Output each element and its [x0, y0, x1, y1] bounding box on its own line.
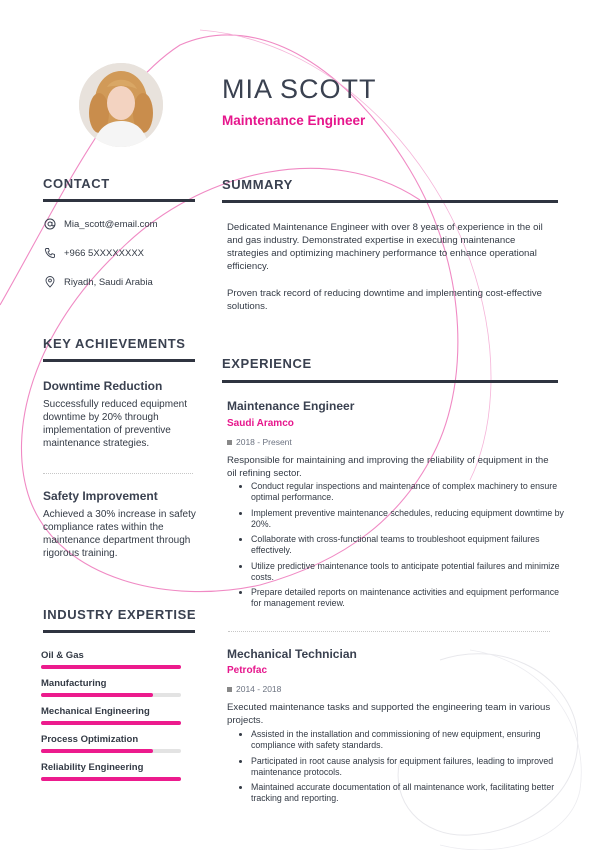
summary-heading: SUMMARY — [222, 177, 293, 192]
list-item: • Prepare detailed reports on maintenance activities and equipment performance for management review. — [251, 587, 571, 609]
calendar-icon — [227, 440, 232, 445]
contact-location — [44, 276, 153, 288]
list-item: • Implement preventive maintenance schedules, reducing equipment downtime by 20%. — [251, 508, 571, 530]
skill-label: Oil & Gas — [41, 650, 84, 661]
at-sign-icon — [44, 218, 56, 230]
calendar-icon — [227, 687, 232, 692]
candidate-title: Maintenance Engineer — [222, 113, 366, 128]
summary-paragraph: Dedicated Maintenance Engineer with over 8 years of experience in the oil and gas industry. Demonstrated expertise in executing maintenance strategies and optimizing machinery performance to enhance operational efficiency. — [227, 222, 543, 272]
skill-label: Process Optimization — [41, 734, 139, 745]
skill-bar-fill — [41, 749, 153, 753]
achievements-rule — [43, 359, 195, 362]
achievement-title: Downtime Reduction — [43, 379, 163, 393]
job-title: Mechanical Technician — [227, 647, 357, 661]
list-item: • Conduct regular inspections and maintenance of complex machinery to ensure optimal performance. — [251, 481, 571, 503]
achievements-heading: KEY ACHIEVEMENTS — [43, 336, 186, 351]
skill-bar-fill — [41, 665, 181, 669]
summary-paragraph: Proven track record of reducing downtime and implementing cost-effective solutions. — [227, 288, 542, 312]
experience-divider — [228, 631, 550, 632]
profile-photo — [79, 63, 163, 147]
job-dates-text: 2018 - Present — [236, 437, 292, 447]
contact-heading: CONTACT — [43, 176, 110, 191]
skill-bar — [41, 721, 181, 725]
contact-phone — [44, 247, 144, 259]
map-pin-icon — [44, 276, 56, 288]
achievement-text: Achieved a 30% increase in safety compliance rates within the maintenance department through rigorous training. — [43, 509, 196, 559]
contact-rule — [43, 199, 195, 202]
avatar — [79, 63, 163, 147]
location-text: Riyadh, Saudi Arabia — [64, 276, 153, 288]
skill-bar-fill — [41, 721, 181, 725]
job-description: Responsible for maintaining and improving the reliability of equipment in the oil refining sector. — [227, 455, 549, 479]
achievement-divider — [43, 473, 193, 474]
skill-label: Manufacturing — [41, 678, 107, 689]
list-item: • Assisted in the installation and commissioning of new equipment, ensuring compliance with safety standards. — [251, 729, 571, 751]
skill-bar-fill — [41, 693, 153, 697]
job-dates — [227, 437, 292, 447]
contact-email — [44, 218, 158, 230]
summary-rule — [222, 200, 558, 203]
job-bullets — [235, 729, 571, 809]
list-item: • Utilize predictive maintenance tools to anticipate potential failures and minimize costs. — [251, 561, 571, 583]
achievement-text: Successfully reduced equipment downtime by 20% through implementation of preventive maintenance strategies. — [43, 399, 187, 449]
experience-heading: EXPERIENCE — [222, 356, 312, 371]
job-dates — [227, 684, 281, 694]
job-title: Maintenance Engineer — [227, 399, 355, 413]
list-item: • Collaborate with cross-functional teams to troubleshoot equipment failures effectively. — [251, 534, 571, 556]
skill-bar — [41, 777, 181, 781]
skill-bar — [41, 665, 181, 669]
achievement-title: Safety Improvement — [43, 489, 158, 503]
company-name: Petrofac — [227, 665, 268, 676]
candidate-name: MIA SCOTT — [222, 74, 377, 104]
skill-label: Reliability Engineering — [41, 762, 144, 773]
job-bullets — [235, 481, 571, 614]
expertise-heading: INDUSTRY EXPERTISE — [43, 607, 197, 622]
skill-bar — [41, 693, 181, 697]
experience-rule — [222, 380, 558, 383]
expertise-rule — [43, 630, 195, 633]
skill-bar-fill — [41, 777, 181, 781]
list-item: • Participated in root cause analysis for equipment failures, leading to improved maintenance protocols. — [251, 756, 571, 778]
email-text: Mia_scott@email.com — [64, 218, 158, 230]
skill-bar — [41, 749, 181, 753]
skill-label: Mechanical Engineering — [41, 706, 150, 717]
company-name: Saudi Aramco — [227, 418, 294, 429]
phone-icon — [44, 247, 56, 259]
list-item: • Maintained accurate documentation of all maintenance work, facilitating better tracking and reporting. — [251, 782, 571, 804]
phone-text: +966 5XXXXXXXX — [64, 247, 145, 259]
job-dates-text: 2014 - 2018 — [236, 684, 282, 694]
job-description: Executed maintenance tasks and supported the engineering team in various projects. — [227, 702, 551, 726]
